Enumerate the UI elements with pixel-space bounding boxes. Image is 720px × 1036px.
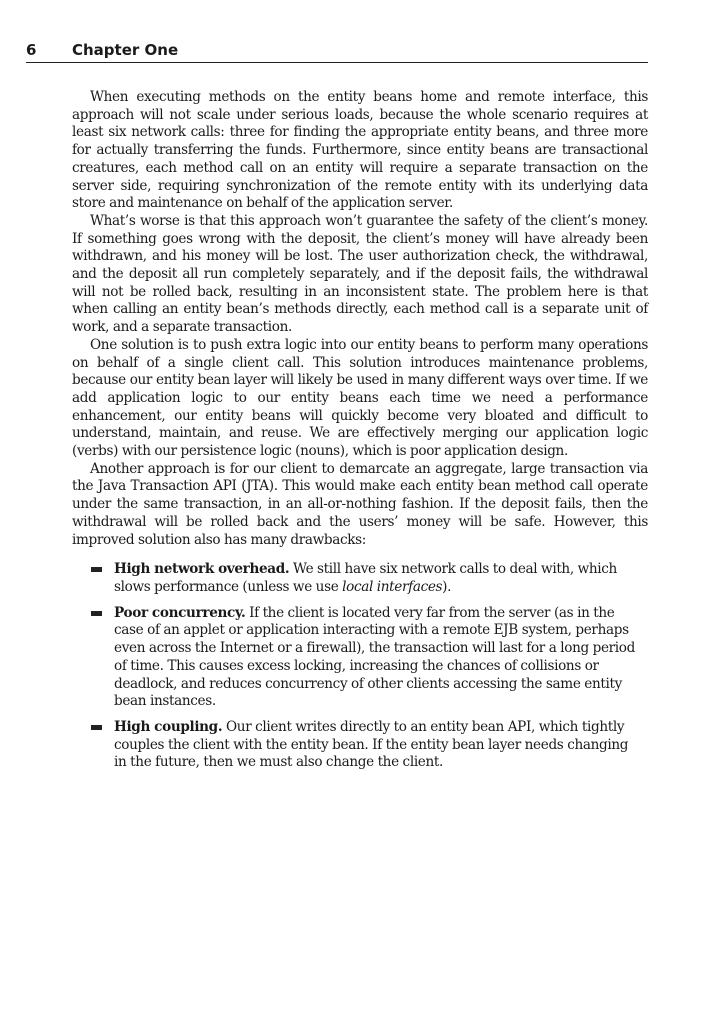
bullet-square-icon — [91, 611, 102, 616]
bullet-square-icon — [91, 567, 102, 572]
bullet-term: Poor concurrency. — [114, 604, 246, 621]
bullet-term: High coupling. — [114, 718, 223, 735]
page-number: 6 — [26, 41, 37, 59]
bullet-text: We still have six network calls to deal with, which slows performance (unless we use — [114, 561, 617, 595]
bullet-text: Our client writes directly to an entity bean API, which tightly couples the client with the entity bean. If the entity bean layer needs changing in the future, then we must also change the client. — [114, 718, 629, 771]
paragraph: Another approach is for our client to demarcate an aggregate, large transaction via the Java Transaction API (JTA). This would make each entity bean method call operate under the same transaction, in an all-or-nothing fashion. If the deposit fails, then the withdrawal will be rolled back and the users’ money will be safe. However, this improved solution also has many drawbacks: — [72, 460, 648, 548]
running-header — [26, 40, 648, 63]
bullet-text: If the client is located very far from the server (as in the case of an applet or application interacting with a remote EJB system, perhaps even across the Internet or a firewall), the transaction will last for a long period of time. This causes excess locking, increasing the chances of collisions or deadlock, and reduces concurrency of other clients accessing the same entity bean instances. — [114, 604, 635, 710]
chapter-title: Chapter One — [72, 41, 179, 59]
list-item — [72, 561, 648, 596]
paragraph: One solution is to push extra logic into our entity beans to perform many operations on behalf of a single client call. This solution introduces maintenance problems, because our entity bean layer will likely be used in many different ways over time. If we add application logic to our entity beans each time we need a performance enhancement, our entity beans will quickly become very bloated and difficult to understand, maintain, and reuse. We are effectively merging our application logic (verbs) with our persistence logic (nouns), which is poor application design. — [72, 336, 648, 460]
bullet-term: High network overhead. — [114, 561, 290, 578]
paragraph: When executing methods on the entity beans home and remote interface, this approach will not scale under serious loads, because the whole scenario requires at least six network calls: three for finding the appropriate entity beans, and three more for actually transferring the funds. Furthermore, since entity beans are transactional creatures, each method call on an entity will require a separate transaction on the server side, requiring synchronization of the remote entity with its underlying data store and maintenance on behalf of the application server. — [72, 89, 648, 212]
bullet-italic: local interfaces — [342, 578, 443, 595]
bullet-tail: ). — [442, 578, 452, 595]
list-item — [72, 719, 648, 772]
body-text — [72, 89, 648, 780]
drawbacks-list — [72, 561, 648, 772]
bullet-square-icon — [91, 725, 102, 730]
list-item — [72, 605, 648, 711]
paragraph: What’s worse is that this approach won’t guarantee the safety of the client’s money. If something goes wrong with the deposit, the client’s money will have already been withdrawn, and his money will be lost. The user authorization check, the withdrawal, and the deposit all run completely separately, and if the deposit fails, the withdrawal will not be rolled back, resulting in an inconsistent state. The problem here is that when calling an entity bean’s methods directly, each method call is a separate unit of work, and a separate transaction. — [72, 212, 648, 336]
